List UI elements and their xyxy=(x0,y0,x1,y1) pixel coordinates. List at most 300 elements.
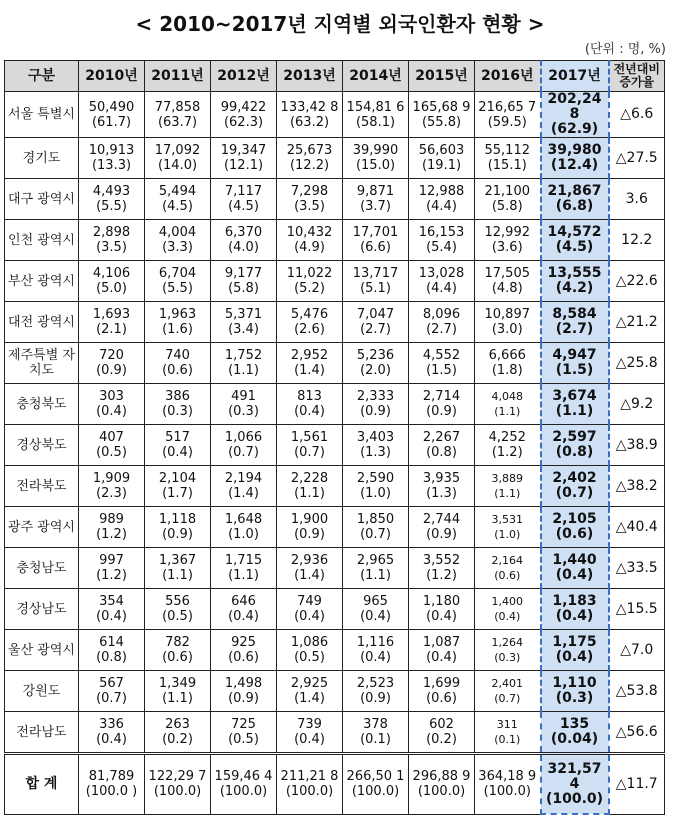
share-percent: (0.9) xyxy=(426,527,457,542)
count-value: 2,401 xyxy=(491,677,523,690)
count-value: 965 xyxy=(363,594,388,609)
share-percent: (5.5) xyxy=(96,199,127,214)
count-value: 17,092 xyxy=(154,143,201,158)
count-value: 4,252 xyxy=(488,430,526,445)
share-percent: (1.6) xyxy=(162,322,193,337)
value-cell-2017 xyxy=(541,589,609,630)
share-percent: (0.3) xyxy=(228,404,259,419)
share-percent: (15.0) xyxy=(355,158,396,173)
count-value: 2,228 xyxy=(290,471,329,486)
count-value: 7,117 xyxy=(224,184,263,199)
share-percent: (100.0) xyxy=(417,784,466,800)
value-cell-2015 xyxy=(409,138,475,179)
header-category: 구분 xyxy=(5,61,79,92)
header-row xyxy=(5,61,665,92)
value-cell-2016 xyxy=(475,261,541,302)
value-cell-2011 xyxy=(145,507,211,548)
value-cell-2011 xyxy=(145,92,211,138)
value-cell-2011 xyxy=(145,671,211,712)
share-percent: (0.2) xyxy=(426,732,457,747)
count-value: 263 xyxy=(165,717,190,732)
value-cell-2016 xyxy=(475,548,541,589)
region-cell: 인천 광역시 xyxy=(5,220,79,261)
share-percent: (1.1) xyxy=(162,691,193,706)
value-cell-2016 xyxy=(475,220,541,261)
value-cell-2016 xyxy=(475,671,541,712)
region-cell: 광주 광역시 xyxy=(5,507,79,548)
change-rate-cell: △53.8 xyxy=(609,671,665,712)
count-value: 8,096 xyxy=(422,307,461,322)
value-cell-2017 xyxy=(541,179,609,220)
share-percent: (1.3) xyxy=(360,445,391,460)
value-cell-2012 xyxy=(211,92,277,138)
share-percent: (0.4) xyxy=(555,567,594,583)
count-value: 740 xyxy=(165,348,190,363)
value-cell-2014 xyxy=(343,466,409,507)
value-cell-2016 xyxy=(475,425,541,466)
share-percent: (1.2) xyxy=(426,568,457,583)
share-percent: (5.2) xyxy=(294,281,325,296)
value-cell-2016 xyxy=(475,630,541,671)
count-value: 1,349 xyxy=(158,676,197,691)
share-percent: (0.9) xyxy=(228,691,259,706)
share-percent: (3.5) xyxy=(96,240,127,255)
share-percent: (0.7) xyxy=(494,692,521,705)
value-cell-2015 xyxy=(409,630,475,671)
count-value: 1,180 xyxy=(422,594,461,609)
share-percent: (100.0) xyxy=(545,790,604,807)
share-percent: (3.0) xyxy=(491,322,523,337)
count-value: 1,264 xyxy=(491,636,523,649)
value-cell-2011 xyxy=(145,630,211,671)
region-cell: 합 계 xyxy=(5,754,79,815)
count-value: 39,980 xyxy=(547,142,602,158)
value-cell-2010 xyxy=(79,92,145,138)
count-value: 50,490 xyxy=(88,99,135,115)
share-percent: (0.7) xyxy=(294,445,325,460)
value-cell-2011 xyxy=(145,220,211,261)
share-percent: (0.4) xyxy=(426,609,457,624)
count-value: 2,105 xyxy=(552,511,597,527)
share-percent: (1.4) xyxy=(294,691,325,706)
share-percent: (1.0) xyxy=(494,528,521,541)
share-percent: (0.5) xyxy=(228,732,259,747)
value-cell-2014 xyxy=(343,343,409,384)
count-value: 2,597 xyxy=(552,429,597,445)
value-cell-2012 xyxy=(211,384,277,425)
value-cell-2011 xyxy=(145,179,211,220)
share-percent: (4.9) xyxy=(294,240,325,255)
share-percent: (0.4) xyxy=(360,609,391,624)
value-cell-2010 xyxy=(79,548,145,589)
count-value: 1,175 xyxy=(552,634,597,650)
value-cell-2011 xyxy=(145,712,211,754)
value-cell-2015 xyxy=(409,671,475,712)
value-cell-2014 xyxy=(343,630,409,671)
region-cell: 서울 특별시 xyxy=(5,92,79,138)
count-value: 2,714 xyxy=(422,389,461,404)
share-percent: (100.0) xyxy=(285,784,334,800)
value-cell-2013 xyxy=(277,589,343,630)
count-value: 2,936 xyxy=(290,553,329,568)
count-value: 2,744 xyxy=(422,512,461,527)
share-percent: (58.1) xyxy=(355,114,396,130)
count-value: 602 xyxy=(429,717,454,732)
count-value: 10,913 xyxy=(88,143,135,158)
region-cell: 경기도 xyxy=(5,138,79,179)
share-percent: (5.0) xyxy=(96,281,127,296)
change-rate-cell: △25.8 xyxy=(609,343,665,384)
region-cell: 대구 광역시 xyxy=(5,179,79,220)
count-value: 55,112 xyxy=(484,143,530,158)
count-value: 386 xyxy=(165,389,190,404)
value-cell-2015 xyxy=(409,507,475,548)
value-cell-2015 xyxy=(409,754,475,815)
value-cell-2012 xyxy=(211,754,277,815)
region-cell: 대전 광역시 xyxy=(5,302,79,343)
value-cell-2010 xyxy=(79,754,145,815)
count-value: 1,909 xyxy=(92,471,131,486)
count-value: 10,432 xyxy=(286,225,333,240)
value-cell-2014 xyxy=(343,261,409,302)
value-cell-2016 xyxy=(475,138,541,179)
value-cell-2010 xyxy=(79,712,145,754)
share-percent: (0.9) xyxy=(360,404,391,419)
share-percent: (0.6) xyxy=(426,691,457,706)
share-percent: (0.04) xyxy=(550,731,599,747)
share-percent: (100.0 ) xyxy=(85,784,138,800)
change-rate-cell: △21.2 xyxy=(609,302,665,343)
count-value: 303 xyxy=(99,389,124,404)
value-cell-2011 xyxy=(145,302,211,343)
count-value: 1,900 xyxy=(290,512,329,527)
value-cell-2017 xyxy=(541,548,609,589)
count-value: 1,367 xyxy=(158,553,197,568)
value-cell-2015 xyxy=(409,220,475,261)
region-cell: 전라남도 xyxy=(5,712,79,754)
share-percent: (1.8) xyxy=(491,363,523,378)
value-cell-2016 xyxy=(475,507,541,548)
share-percent: (0.9) xyxy=(96,363,127,378)
share-percent: (0.6) xyxy=(162,363,193,378)
table-row xyxy=(5,343,665,384)
header-2011: 2011년 xyxy=(145,61,211,92)
value-cell-2015 xyxy=(409,384,475,425)
count-value: 813 xyxy=(297,389,322,404)
value-cell-2013 xyxy=(277,671,343,712)
count-value: 517 xyxy=(165,430,190,445)
value-cell-2017 xyxy=(541,220,609,261)
share-percent: (5.5) xyxy=(162,281,193,296)
value-cell-2015 xyxy=(409,548,475,589)
count-value: 378 xyxy=(363,717,388,732)
share-percent: (12.2) xyxy=(289,158,330,173)
count-value: 2,952 xyxy=(290,348,329,363)
value-cell-2016 xyxy=(475,343,541,384)
value-cell-2017 xyxy=(541,343,609,384)
value-cell-2014 xyxy=(343,220,409,261)
share-percent: (0.4) xyxy=(294,404,325,419)
change-rate-cell: △27.5 xyxy=(609,138,665,179)
count-value: 725 xyxy=(231,717,256,732)
share-percent: (13.3) xyxy=(91,158,132,173)
share-percent: (0.8) xyxy=(426,445,457,460)
count-value: 2,104 xyxy=(158,471,197,486)
value-cell-2017 xyxy=(541,261,609,302)
count-value: 11,022 xyxy=(286,266,333,281)
share-percent: (3.6) xyxy=(491,240,523,255)
count-value: 4,552 xyxy=(422,348,461,363)
count-value: 321,57 4 xyxy=(547,760,602,792)
share-percent: (63.7) xyxy=(157,114,198,130)
share-percent: (63.2) xyxy=(289,114,330,130)
value-cell-2010 xyxy=(79,425,145,466)
value-cell-2013 xyxy=(277,548,343,589)
value-cell-2011 xyxy=(145,466,211,507)
share-percent: (1.7) xyxy=(162,486,193,501)
count-value: 165,68 9 xyxy=(412,99,471,115)
share-percent: (1.2) xyxy=(96,527,127,542)
value-cell-2014 xyxy=(343,507,409,548)
value-cell-2016 xyxy=(475,384,541,425)
count-value: 1,440 xyxy=(552,552,597,568)
count-value: 14,572 xyxy=(547,224,602,240)
share-percent: (3.3) xyxy=(162,240,193,255)
value-cell-2010 xyxy=(79,179,145,220)
value-cell-2013 xyxy=(277,425,343,466)
share-percent: (0.7) xyxy=(555,485,594,501)
value-cell-2017 xyxy=(541,712,609,754)
share-percent: (4.4) xyxy=(426,281,457,296)
count-value: 2,590 xyxy=(356,471,395,486)
count-value: 9,177 xyxy=(224,266,263,281)
share-percent: (0.9) xyxy=(294,527,325,542)
share-percent: (0.5) xyxy=(96,445,127,460)
value-cell-2010 xyxy=(79,589,145,630)
value-cell-2017 xyxy=(541,384,609,425)
value-cell-2011 xyxy=(145,425,211,466)
value-cell-2016 xyxy=(475,589,541,630)
value-cell-2012 xyxy=(211,507,277,548)
value-cell-2015 xyxy=(409,343,475,384)
count-value: 336 xyxy=(99,717,124,732)
value-cell-2010 xyxy=(79,630,145,671)
share-percent: (0.4) xyxy=(162,445,193,460)
count-value: 7,298 xyxy=(290,184,329,199)
count-value: 4,048 xyxy=(491,390,523,403)
count-value: 739 xyxy=(297,717,322,732)
count-value: 2,965 xyxy=(356,553,395,568)
value-cell-2015 xyxy=(409,179,475,220)
share-percent: (0.6) xyxy=(494,569,521,582)
share-percent: (0.7) xyxy=(228,445,259,460)
value-cell-2013 xyxy=(277,384,343,425)
total-row xyxy=(5,754,665,815)
count-value: 1,400 xyxy=(491,595,523,608)
value-cell-2012 xyxy=(211,548,277,589)
share-percent: (2.1) xyxy=(96,322,127,337)
value-cell-2012 xyxy=(211,630,277,671)
share-percent: (1.0) xyxy=(228,527,259,542)
value-cell-2011 xyxy=(145,138,211,179)
count-value: 56,603 xyxy=(418,143,465,158)
share-percent: (0.4) xyxy=(360,650,391,665)
share-percent: (0.4) xyxy=(555,608,594,624)
change-rate-cell: △15.5 xyxy=(609,589,665,630)
table-row xyxy=(5,548,665,589)
share-percent: (0.8) xyxy=(96,650,127,665)
value-cell-2010 xyxy=(79,507,145,548)
count-value: 1,648 xyxy=(224,512,263,527)
count-value: 296,88 9 xyxy=(412,769,471,785)
value-cell-2015 xyxy=(409,92,475,138)
region-cell: 충청북도 xyxy=(5,384,79,425)
value-cell-2015 xyxy=(409,302,475,343)
change-rate-cell: △7.0 xyxy=(609,630,665,671)
value-cell-2013 xyxy=(277,466,343,507)
share-percent: (100.0) xyxy=(153,784,202,800)
count-value: 1,715 xyxy=(224,553,263,568)
share-percent: (0.1) xyxy=(360,732,391,747)
share-percent: (0.7) xyxy=(360,527,391,542)
region-cell: 부산 광역시 xyxy=(5,261,79,302)
share-percent: (0.6) xyxy=(555,526,594,542)
count-value: 989 xyxy=(99,512,124,527)
share-percent: (1.1) xyxy=(360,568,391,583)
share-percent: (0.8) xyxy=(555,444,594,460)
share-percent: (100.0) xyxy=(351,784,400,800)
value-cell-2010 xyxy=(79,302,145,343)
count-value: 5,371 xyxy=(224,307,263,322)
header-2012: 2012년 xyxy=(211,61,277,92)
value-cell-2014 xyxy=(343,671,409,712)
value-cell-2012 xyxy=(211,343,277,384)
count-value: 21,100 xyxy=(484,184,530,199)
header-2016: 2016년 xyxy=(475,61,541,92)
count-value: 6,704 xyxy=(158,266,197,281)
count-value: 407 xyxy=(99,430,124,445)
count-value: 135 xyxy=(559,716,590,732)
table-row xyxy=(5,92,665,138)
value-cell-2012 xyxy=(211,671,277,712)
value-cell-2012 xyxy=(211,261,277,302)
value-cell-2013 xyxy=(277,754,343,815)
value-cell-2015 xyxy=(409,425,475,466)
count-value: 720 xyxy=(99,348,124,363)
table-row xyxy=(5,138,665,179)
share-percent: (55.8) xyxy=(421,114,462,130)
count-value: 21,867 xyxy=(547,183,602,199)
share-percent: (2.7) xyxy=(360,322,391,337)
share-percent: (100.0) xyxy=(483,784,531,800)
change-rate-cell: △56.6 xyxy=(609,712,665,754)
table-row xyxy=(5,302,665,343)
count-value: 3,674 xyxy=(552,388,597,404)
value-cell-2014 xyxy=(343,138,409,179)
header-2013: 2013년 xyxy=(277,61,343,92)
share-percent: (4.5) xyxy=(555,239,594,255)
share-percent: (14.0) xyxy=(157,158,198,173)
table-row xyxy=(5,712,665,754)
share-percent: (0.3) xyxy=(162,404,193,419)
value-cell-2010 xyxy=(79,466,145,507)
count-value: 1,116 xyxy=(356,635,395,650)
change-rate-cell: △38.9 xyxy=(609,425,665,466)
share-percent: (0.4) xyxy=(294,609,325,624)
count-value: 749 xyxy=(297,594,322,609)
share-percent: (0.7) xyxy=(96,691,127,706)
change-rate-cell: △22.6 xyxy=(609,261,665,302)
share-percent: (1.1) xyxy=(494,487,521,500)
value-cell-2013 xyxy=(277,138,343,179)
share-percent: (61.7) xyxy=(91,114,132,130)
share-percent: (59.5) xyxy=(487,114,527,130)
count-value: 1,850 xyxy=(356,512,395,527)
value-cell-2014 xyxy=(343,179,409,220)
share-percent: (2.7) xyxy=(555,321,594,337)
count-value: 13,717 xyxy=(352,266,399,281)
count-value: 211,21 8 xyxy=(280,769,339,785)
share-percent: (3.4) xyxy=(228,322,259,337)
count-value: 354 xyxy=(99,594,124,609)
count-value: 5,236 xyxy=(356,348,395,363)
table-row xyxy=(5,384,665,425)
count-value: 17,701 xyxy=(352,225,399,240)
table-row xyxy=(5,425,665,466)
region-cell: 울산 광역시 xyxy=(5,630,79,671)
share-percent: (12.4) xyxy=(550,157,599,173)
share-percent: (0.4) xyxy=(96,609,127,624)
share-percent: (0.4) xyxy=(294,732,325,747)
value-cell-2016 xyxy=(475,466,541,507)
count-value: 10,897 xyxy=(484,307,530,322)
count-value: 19,347 xyxy=(220,143,267,158)
count-value: 99,422 xyxy=(220,99,267,115)
count-value: 154,81 6 xyxy=(346,99,405,115)
share-percent: (0.4) xyxy=(228,609,259,624)
count-value: 614 xyxy=(99,635,124,650)
share-percent: (0.4) xyxy=(494,610,521,623)
page-title: < 2010~2017년 지역별 외국인환자 현황 > xyxy=(135,12,545,36)
value-cell-2012 xyxy=(211,589,277,630)
value-cell-2016 xyxy=(475,712,541,754)
count-value: 133,42 8 xyxy=(280,99,339,115)
value-cell-2014 xyxy=(343,754,409,815)
share-percent: (0.4) xyxy=(426,650,457,665)
value-cell-2012 xyxy=(211,712,277,754)
share-percent: (1.2) xyxy=(491,445,523,460)
count-value: 12,992 xyxy=(484,225,530,240)
count-value: 17,505 xyxy=(484,266,530,281)
value-cell-2017 xyxy=(541,630,609,671)
count-value: 159,46 4 xyxy=(214,769,273,785)
value-cell-2014 xyxy=(343,548,409,589)
share-percent: (0.4) xyxy=(96,732,127,747)
region-cell: 경상북도 xyxy=(5,425,79,466)
value-cell-2013 xyxy=(277,220,343,261)
value-cell-2017 xyxy=(541,507,609,548)
count-value: 12,988 xyxy=(418,184,465,199)
header-2010: 2010년 xyxy=(79,61,145,92)
value-cell-2010 xyxy=(79,220,145,261)
value-cell-2010 xyxy=(79,261,145,302)
change-rate-cell: △38.2 xyxy=(609,466,665,507)
value-cell-2017 xyxy=(541,92,609,138)
value-cell-2013 xyxy=(277,712,343,754)
header-2017: 2017년 xyxy=(541,61,609,92)
count-value: 491 xyxy=(231,389,256,404)
share-percent: (0.9) xyxy=(360,691,391,706)
